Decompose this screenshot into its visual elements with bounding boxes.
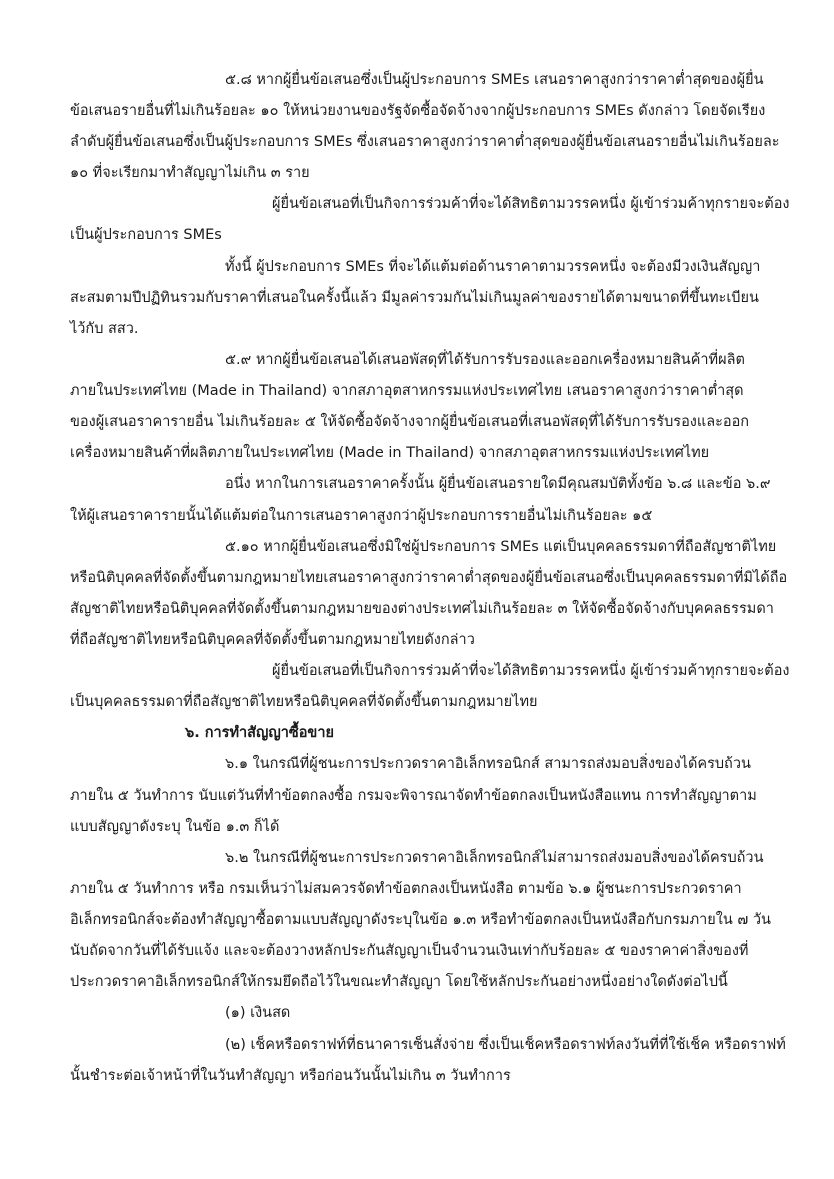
clause-5-8-line-2: ข้อเสนอรายอื่นที่ไม่เกินร้อยละ ๑๐ ให้หน่วยงานของรัฐจัดซื้อจัดจ้างจากผู้ประกอบการ SMEs ดังกล่าว โดยจัดเรียง: [70, 103, 766, 119]
clause-5-8-jv-line-1: ผู้ยื่นข้อเสนอที่เป็นกิจการร่วมค้าที่จะได้สิทธิตามวรรคหนึ่ง ผู้เข้าร่วมค้าทุกรายจะต้อง: [272, 196, 790, 212]
clause-5-8-line-3: ลำดับผู้ยื่นข้อเสนอซึ่งเป็นผู้ประกอบการ SMEs ซึ่งเสนอราคาสูงกว่าราคาต่ำสุดของผู้ยื่นข้อเสนอรายอื่นไม่เกินร้อยละ: [70, 134, 780, 150]
clause-5-8-jv-line-2: เป็นผู้ประกอบการ SMEs: [70, 227, 222, 243]
clause-5-10-line-2: หรือนิติบุคคลที่จัดตั้งขึ้นตามกฎหมายไทยเสนอราคาสูงกว่าราคาต่ำสุดของผู้ยื่นข้อเสนอซึ่งเป็นบุคคลธรรมดาที่มิได้ถือ: [70, 570, 788, 586]
clause-5-10-line-1: ๕.๑๐ หากผู้ยื่นข้อเสนอซึ่งมิใช่ผู้ประกอบการ SMEs แต่เป็นบุคคลธรรมดาที่ถือสัญชาติไทย: [225, 539, 777, 555]
clause-6-1-line-1: ๖.๑ ในกรณีที่ผู้ชนะการประกวดราคาอิเล็กทรอนิกส์ สามารถส่งมอบสิ่งของได้ครบถ้วน: [225, 756, 751, 772]
clause-5-9-note-line-1: อนึ่ง หากในการเสนอราคาครั้งนั้น ผู้ยื่นข้อเสนอรายใดมีคุณสมบัติทั้งข้อ ๖.๘ และข้อ ๖.๙: [225, 476, 771, 492]
clause-6-1-line-3: แบบสัญญาดังระบุ ในข้อ ๑.๓ ก็ได้: [70, 819, 280, 835]
clause-5-10-jv-line-2: เป็นบุคคลธรรมดาที่ถือสัญชาติไทยหรือนิติบุคคลที่จัดตั้งขึ้นตามกฎหมายไทย: [70, 694, 538, 710]
clause-5-10-line-4: ที่ถือสัญชาติไทยหรือนิติบุคคลที่จัดตั้งขึ้นตามกฎหมายไทยดังกล่าว: [70, 632, 475, 648]
item-2-line-1: (๒) เช็คหรือดราฟท์ที่ธนาคารเซ็นสั่งจ่าย ซึ่งเป็นเช็คหรือดราฟท์ลงวันที่ที่ใช้เช็ค หรือดราฟท์: [225, 1037, 786, 1053]
item-2-line-2: นั้นชำระต่อเจ้าหน้าที่ในวันทำสัญญา หรือก่อนวันนั้นไม่เกิน ๓ วันทำการ: [70, 1068, 511, 1084]
clause-5-9-line-2: ภายในประเทศไทย (Made in Thailand) จากสภาอุตสาหกรรมแห่งประเทศไทย เสนอราคาสูงกว่าราคาต่ำสุด: [70, 383, 744, 399]
clause-5-8-note-line-1: ทั้งนี้ ผู้ประกอบการ SMEs ที่จะได้แต้มต่อด้านราคาตามวรรคหนึ่ง จะต้องมีวงเงินสัญญา: [225, 259, 761, 275]
clause-6-2-line-2: ภายใน ๕ วันทำการ หรือ กรมเห็นว่าไม่สมควรจัดทำข้อตกลงเป็นหนังสือ ตามข้อ ๖.๑ ผู้ชนะการประกวดราคา: [70, 881, 742, 897]
item-1-cash: (๑) เงินสด: [225, 1005, 291, 1021]
clause-5-8-note-line-2: สะสมตามปีปฏิทินรวมกับราคาที่เสนอในครั้งนี้แล้ว มีมูลค่ารวมกันไม่เกินมูลค่าของรายได้ตามขนาดที่ขึ้นทะเบียน: [70, 290, 759, 306]
clause-5-9-line-3: ของผู้เสนอราคารายอื่น ไม่เกินร้อยละ ๕ ให้จัดซื้อจัดจ้างจากผู้ยื่นข้อเสนอที่เสนอพัสดุที่ได้รับการรับรองและออก: [70, 414, 750, 430]
clause-6-2-line-1: ๖.๒ ในกรณีที่ผู้ชนะการประกวดราคาอิเล็กทรอนิกส์ไม่สามารถส่งมอบสิ่งของได้ครบถ้วน: [225, 850, 764, 866]
clause-5-10-line-3: สัญชาติไทยหรือนิติบุคคลที่จัดตั้งขึ้นตามกฎหมายของต่างประเทศไม่เกินร้อยละ ๓ ให้จัดซื้อจัดจ้างกับบุคคลธรรมดา: [70, 601, 774, 617]
clause-6-2-line-3: อิเล็กทรอนิกส์จะต้องทำสัญญาซื้อตามแบบสัญญาดังระบุในข้อ ๑.๓ หรือทำข้อตกลงเป็นหนังสือกับกรมภายใน ๗ วัน: [70, 912, 771, 928]
clause-6-2-line-4: นับถัดจากวันที่ได้รับแจ้ง และจะต้องวางหลักประกันสัญญาเป็นจำนวนเงินเท่ากับร้อยละ ๕ ของราคาค่าสิ่งของที่: [70, 943, 749, 959]
clause-5-9-line-1: ๕.๙ หากผู้ยื่นข้อเสนอได้เสนอพัสดุที่ได้รับการรับรองและออกเครื่องหมายสินค้าที่ผลิต: [225, 352, 745, 368]
clause-5-9-line-4: เครื่องหมายสินค้าที่ผลิตภายในประเทศไทย (Made in Thailand) จากสภาอุตสาหกรรมแห่งประเทศไทย: [70, 445, 710, 461]
clause-6-2-line-5: ประกวดราคาอิเล็กทรอนิกส์ให้กรมยึดถือไว้ในขณะทำสัญญา โดยใช้หลักประกันอย่างหนึ่งอย่างใดดังต่อไปนี้: [70, 974, 728, 990]
clause-5-8-line-1: ๕.๘ หากผู้ยื่นข้อเสนอซึ่งเป็นผู้ประกอบการ SMEs เสนอราคาสูงกว่าราคาต่ำสุดของผู้ยื่น: [225, 72, 764, 88]
clause-5-9-note-line-2: ให้ผู้เสนอราคารายนั้นได้แต้มต่อในการเสนอราคาสูงกว่าผู้ประกอบการรายอื่นไม่เกินร้อยละ ๑๕: [70, 508, 653, 524]
clause-6-1-line-2: ภายใน ๕ วันทำการ นับแต่วันที่ทำข้อตกลงซื้อ กรมจะพิจารณาจัดทำข้อตกลงเป็นหนังสือแทน การทำสัญญาตาม: [70, 788, 757, 804]
clause-5-8-line-4: ๑๐ ที่จะเรียกมาทำสัญญาไม่เกิน ๓ ราย: [70, 165, 310, 181]
clause-5-10-jv-line-1: ผู้ยื่นข้อเสนอที่เป็นกิจการร่วมค้าที่จะได้สิทธิตามวรรคหนึ่ง ผู้เข้าร่วมค้าทุกรายจะต้อง: [272, 663, 790, 679]
section-6-heading: ๖. การทำสัญญาซื้อขาย: [185, 725, 334, 741]
clause-5-8-note-line-3: ไว้กับ สสว.: [70, 321, 139, 337]
